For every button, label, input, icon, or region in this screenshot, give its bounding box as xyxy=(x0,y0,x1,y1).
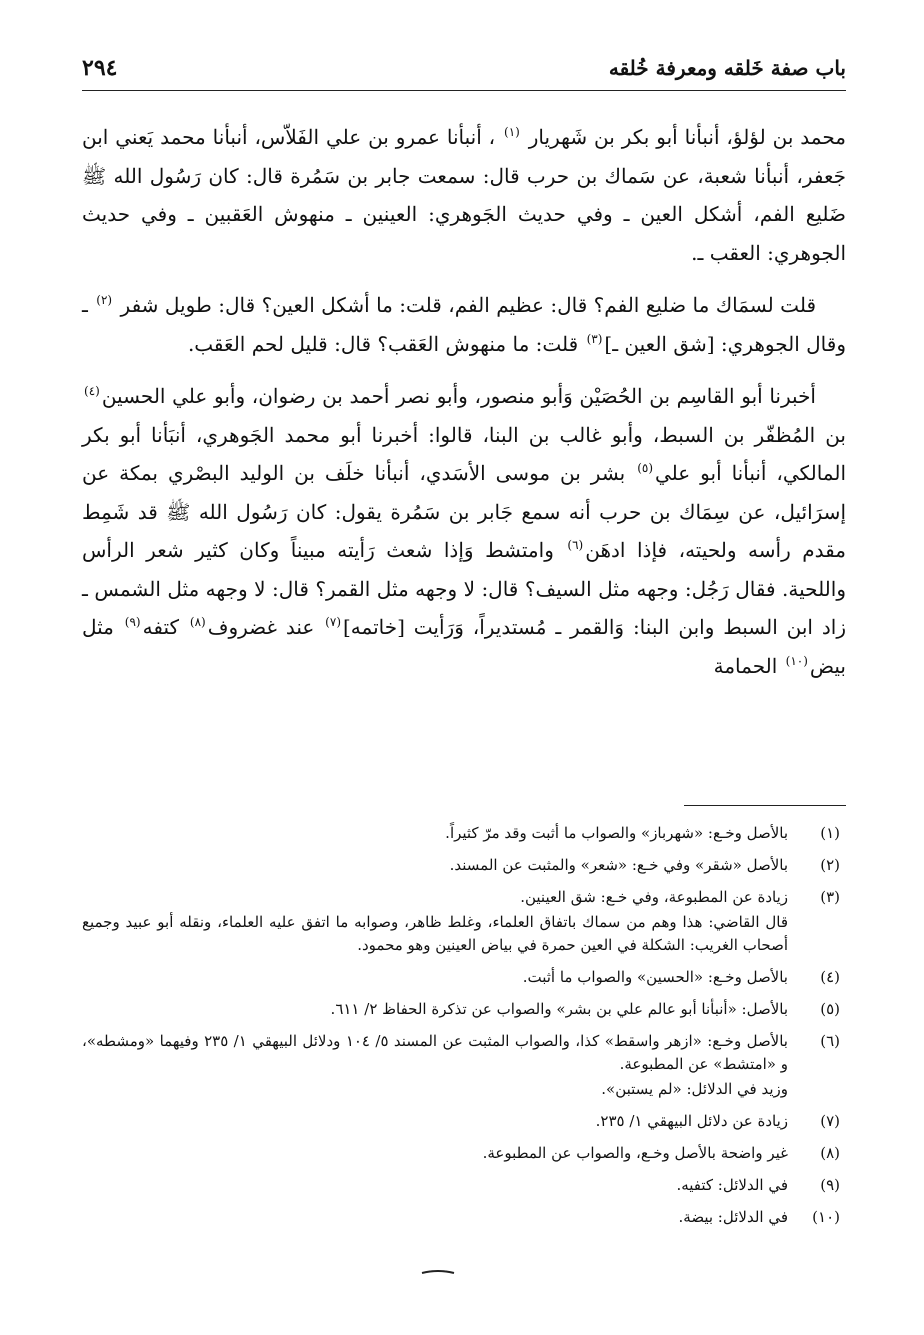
footnote xyxy=(82,854,846,877)
footnotes xyxy=(82,822,846,1238)
footnote-ref: (٩) xyxy=(124,615,141,630)
text-run: عند غضروف xyxy=(207,615,315,639)
footnote-ref: (٥) xyxy=(637,461,654,476)
footnote-text: في الدلائل: بيضة. xyxy=(678,1208,788,1226)
footnote-text: بالأصل: «أنبأنا أبو عالم علي بن بشر» والصواب عن تذكرة الحفاظ ٢/ ٦١١. xyxy=(330,1000,788,1018)
header-rule xyxy=(82,90,846,91)
paragraph-2 xyxy=(82,286,846,363)
text-run: بشر بن موسى الأسَدي، أنبأنا خلَف بن الوليد البصْري بمكة عن إسرَائيل، عن سِمَاك بن حرب أنه سمع جَابر بن سَمُرة يقول: كان رَسُول الله ﷺ قد شَمِط مقدم رأسه ولحيته، فإذا ادهَن xyxy=(82,461,846,562)
footnote-main: بالأصل وخـع: «ازهر واسقط» كذا، والصواب المثبت عن المسند ٥/ ١٠٤ ودلائل البيهقي ١/ ٢٣٥ وفيهما «ومشطه»، و «امتشط» عن المطبوعة. xyxy=(82,1032,788,1073)
footnote xyxy=(82,1174,846,1197)
main-text xyxy=(82,118,846,699)
footnote xyxy=(82,1142,846,1165)
footnote-main: زيادة عن المطبوعة، وفي خـع: شق العينين. xyxy=(520,888,788,906)
footnote-number: (٣) xyxy=(820,888,840,906)
footnote-text xyxy=(82,1030,788,1101)
footnote-number: (١) xyxy=(820,824,840,842)
text-run: محمد بن لؤلؤ، أنبأنا أبو بكر بن شَهريار xyxy=(528,125,846,149)
footnote-text: زيادة عن دلائل البيهقي ١/ ٢٣٥. xyxy=(595,1112,788,1130)
footnote-separator xyxy=(684,805,846,806)
footnote-ref: (٧) xyxy=(325,615,341,630)
text-run: وامتشط وَإذا شعث رَأيته مبيناً وكان كثير شعر الرأس واللحية. فقال رَجُل: وجهه مثل السيف؟ قال: لا وجهه مثل القمر؟ قال: لا وجهه مثل الشمس ـ زاد ابن السبط وابن البنا: وَالقمر ـ مُستديراً، وَرَأيت [خاتمه] xyxy=(82,538,846,639)
footnote-text: غير واضحة بالأصل وخـع، والصواب عن المطبوعة. xyxy=(482,1144,788,1162)
footnote-number: (٧) xyxy=(820,1112,840,1130)
page-end-ornament xyxy=(420,1270,456,1276)
footnote-ref: (٢) xyxy=(96,293,113,308)
text-run: ـ وقال الجوهري: [شق العين ـ] xyxy=(82,293,846,356)
text-run: بن المُظفّر بن السبط، وأبو غالب بن البنا، قالوا: أخبرنا أبو محمد الجَوهري، أنبَأنا أبو بكر المالكي، أنبأنا أبو علي xyxy=(82,422,847,485)
text-run: ، أنبأنا عمرو بن علي الفَلاّس، أنبأنا محمد يَعني ابن جَعفر، أنبأنا شعبة، عن سَماك بن حرب قال: سمعت جابر بن سَمُرة قال: كان رَسُول الله ﷺ ضَليع الفم، أشكل العين ـ وفي حديث الجَوهري: العينين ـ منهوش العَقبين ـ وفي حديث الجوهري: العقب ـ. xyxy=(82,125,846,265)
text-run: قلت لسمَاك ما ضليع الفم؟ قال: عظيم الفم، قلت: ما أشكل العين؟ قال: طويل شفر xyxy=(120,293,817,317)
footnote-ref: (١) xyxy=(504,125,520,140)
footnote xyxy=(82,966,846,989)
footnote-text: بالأصل «شقر» وفي خـع: «شعر» والمثبت عن المسند. xyxy=(449,856,788,874)
page-header xyxy=(82,50,846,86)
footnote-number: (٥) xyxy=(820,1000,840,1018)
footnote xyxy=(82,1030,846,1101)
text-run: الحمامة xyxy=(713,653,778,678)
paragraph-3 xyxy=(82,377,846,685)
page-number: ٢٩٤ xyxy=(82,55,118,81)
footnote-ref: (٤) xyxy=(84,384,100,399)
footnote-extra: وزيد في الدلائل: «لم يستبن». xyxy=(601,1080,788,1098)
footnote-number: (١٠) xyxy=(812,1208,840,1226)
footnote xyxy=(82,886,846,957)
footnote xyxy=(82,1206,846,1229)
footnote xyxy=(82,998,846,1021)
footnote-text xyxy=(82,886,788,957)
text-run: أخبرنا أبو القاسِم بن الحُصَيْن وَأبو منصور، وأبو نصر أحمد بن رضوان، وأبو علي الحسين xyxy=(101,384,816,408)
footnote xyxy=(82,822,846,845)
footnote-ref: (٣) xyxy=(586,331,603,346)
text-run: مثل بيض xyxy=(82,615,846,678)
paragraph-1 xyxy=(82,118,846,272)
footnote-number: (٩) xyxy=(820,1176,840,1194)
footnote-number: (٦) xyxy=(820,1032,840,1050)
text-run: كتفه xyxy=(142,615,180,639)
text-run: قلت: ما منهوش العَقب؟ قال: قليل لحم العَقب. xyxy=(187,331,579,356)
chapter-title: باب صفة خَلقه ومعرفة خُلقه xyxy=(608,56,846,80)
footnote-ref: (٨) xyxy=(189,615,206,630)
footnote xyxy=(82,1110,846,1133)
footnote-text: في الدلائل: كتفيه. xyxy=(676,1176,788,1194)
footnote-text: بالأصل وخـع: «الحسين» والصواب ما أثبت. xyxy=(522,968,788,986)
footnote-ref: (٦) xyxy=(567,538,584,553)
footnote-ref: (١٠) xyxy=(785,653,808,668)
footnote-number: (٤) xyxy=(820,968,840,986)
footnote-number: (٢) xyxy=(820,856,840,874)
footnote-text: بالأصل وخـع: «شهرباز» والصواب ما أثبت وقد مرّ كثيراً. xyxy=(445,824,788,842)
footnote-number: (٨) xyxy=(820,1144,840,1162)
footnote-extra: قال القاضي: هذا وهم من سماك باتفاق العلماء، وغلط ظاهر، وصوابه ما اتفق عليه العلماء، ونقله أبو عبيد وجميع أصحاب الغريب: الشكلة في العين حمرة في بياض العينين وهو محمود. xyxy=(82,913,788,954)
